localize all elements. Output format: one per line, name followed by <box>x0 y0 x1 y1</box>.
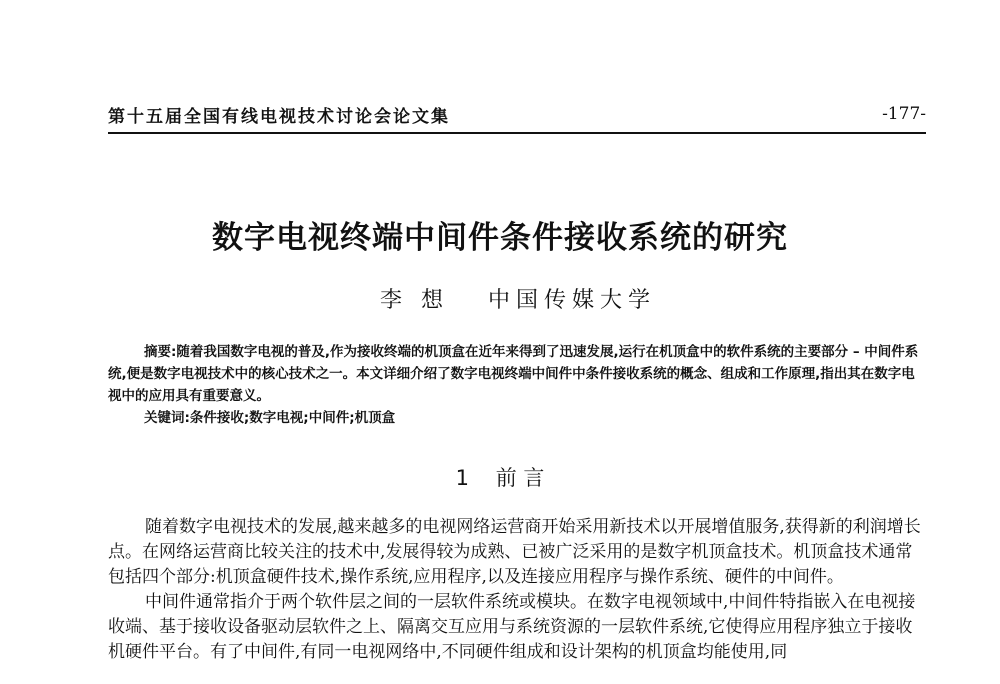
body-text <box>108 515 926 665</box>
section-heading <box>0 462 1000 492</box>
keywords: 关键词:条件接收;数字电视;中间件;机顶盒 <box>144 410 396 426</box>
section-number: 1 <box>455 466 469 490</box>
page-number: -177- <box>882 104 926 124</box>
author-name: 李 想 <box>380 288 449 313</box>
paragraph: 随着数字电视技术的发展,越来越多的电视网络运营商开始采用新技术以开展增值服务,获得新的利润增长点。在网络运营商比较关注的技术中,发展得较为成熟、已被广泛采用的是数字机顶盒技术。机顶盒技术通常包括四个部分:机顶盒硬件技术,操作系统,应用程序,以及连接应用程序与操作系统、硬件的中间件。 <box>108 517 921 587</box>
section-title: 前 言 <box>495 466 545 490</box>
author-line <box>380 283 656 314</box>
abstract-text: 摘要:随着我国数字电视的普及,作为接收终端的机顶盒在近年来得到了迅速发展,运行在机顶盒中的软件系统的主要部分 – 中间件系统,便是数字电视技术中的核心技术之一。本文详细介绍了数字电视终端中间件中条件接收系统的概念、组成和工作原理,指出其在数字电视中的应用具有重要意义。 <box>108 344 919 404</box>
running-header <box>108 100 926 134</box>
paragraph: 中间件通常指介于两个软件层之间的一层软件系统或模块。在数字电视领域中,中间件特指嵌入在电视接收端、基于接收设备驱动层软件之上、隔离交互应用与系统资源的一层软件系统,它使得应用程序独立于接收机硬件平台。有了中间件,有同一电视网络中,不同硬件组成和设计架构的机顶盒均能使用,同 <box>108 592 916 662</box>
author-affiliation: 中国传媒大学 <box>488 288 657 313</box>
abstract <box>108 341 926 429</box>
journal-name: 第十五届全国有线电视技术讨论会论文集 <box>108 107 450 127</box>
paper-title: 数字电视终端中间件条件接收系统的研究 <box>212 220 788 256</box>
